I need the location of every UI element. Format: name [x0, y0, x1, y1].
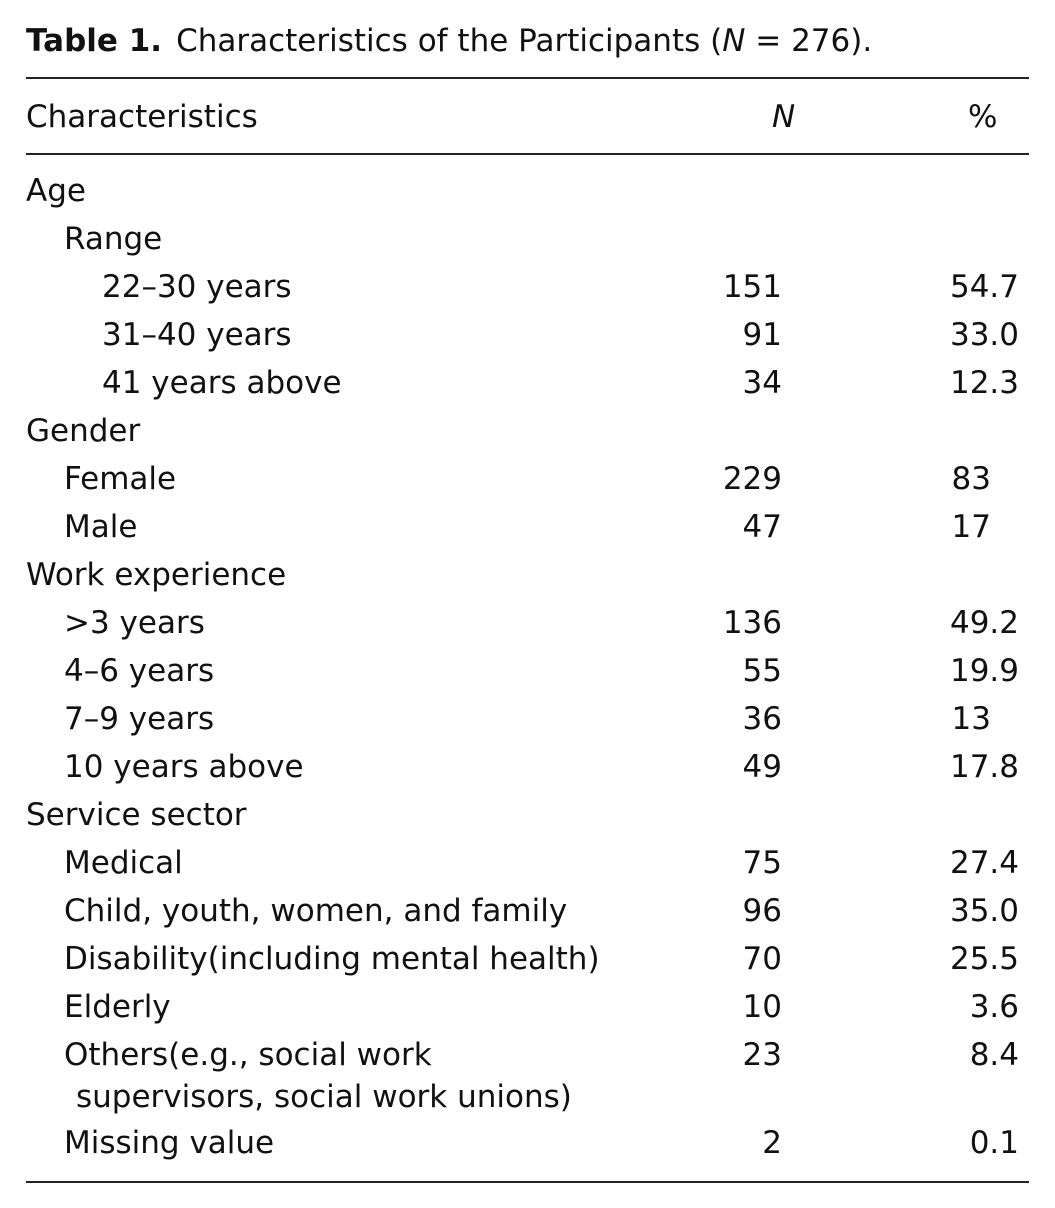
- row-label: Elderly: [64, 989, 171, 1025]
- table-row: [26, 935, 1029, 983]
- row-percent: 3.6: [969, 989, 1019, 1025]
- table-row: [26, 983, 1029, 1031]
- table-row: [26, 215, 1029, 263]
- row-n: 2: [762, 1125, 782, 1161]
- row-label: [64, 1031, 572, 1119]
- header-percent: %: [968, 99, 998, 135]
- table-caption: [26, 22, 872, 60]
- table-row: [26, 647, 1029, 695]
- table-row: [26, 263, 1029, 311]
- row-label: Child, youth, women, and family: [64, 893, 568, 929]
- row-n: 49: [742, 749, 782, 785]
- table-row: [26, 167, 1029, 215]
- row-label: 10 years above: [64, 749, 304, 785]
- row-percent: 33.0: [949, 317, 1019, 353]
- table-row: [26, 887, 1029, 935]
- row-n: 136: [722, 605, 782, 641]
- table-body: [26, 167, 1029, 1167]
- row-percent: 25.5: [949, 941, 1019, 977]
- table-row: [26, 359, 1029, 407]
- row-n: 75: [742, 845, 782, 881]
- row-percent: 17: [951, 509, 991, 545]
- table-row: [26, 503, 1029, 551]
- row-percent: 54.7: [949, 269, 1019, 305]
- row-label: Age: [26, 173, 86, 209]
- caption-text-before: Characteristics of the Participants (: [176, 23, 723, 59]
- row-percent: 19.9: [949, 653, 1019, 689]
- table-header: [26, 96, 1029, 138]
- caption-text-after: = 276).: [745, 23, 873, 59]
- row-label: 41 years above: [102, 365, 342, 401]
- row-percent: 49.2: [949, 605, 1019, 641]
- table-row: [26, 455, 1029, 503]
- row-label: 4–6 years: [64, 653, 215, 689]
- table-row: [26, 599, 1029, 647]
- table-row: [26, 1119, 1029, 1167]
- row-label: >3 years: [64, 605, 205, 641]
- row-percent: 83: [951, 461, 991, 497]
- row-n: 10: [742, 989, 782, 1025]
- row-label: 31–40 years: [102, 317, 292, 353]
- row-label-line2: supervisors, social work unions): [76, 1079, 572, 1115]
- row-percent: 27.4: [949, 845, 1019, 881]
- row-label: Missing value: [64, 1125, 275, 1161]
- row-percent: 12.3: [949, 365, 1019, 401]
- row-n: 55: [742, 653, 782, 689]
- table-label: Table 1.: [26, 23, 163, 59]
- table-row: [26, 839, 1029, 887]
- row-label: Work experience: [26, 557, 287, 593]
- row-percent: 0.1: [969, 1125, 1019, 1161]
- row-label: 22–30 years: [102, 269, 292, 305]
- row-n: 91: [742, 317, 782, 353]
- row-n: 70: [742, 941, 782, 977]
- caption-n-symbol: N: [722, 23, 746, 59]
- table-row: [26, 791, 1029, 839]
- header-n: N: [772, 99, 796, 135]
- table-row: [26, 695, 1029, 743]
- row-percent: 17.8: [949, 749, 1019, 785]
- bottom-rule: [26, 1181, 1029, 1183]
- row-percent: 8.4: [969, 1037, 1019, 1073]
- table-row: [26, 551, 1029, 599]
- header-characteristics: Characteristics: [26, 99, 258, 135]
- row-label: Range: [64, 221, 163, 257]
- row-label: Service sector: [26, 797, 247, 833]
- header-rule: [26, 153, 1029, 155]
- row-percent: 13: [951, 701, 991, 737]
- row-label-line1: Others(e.g., social work: [64, 1037, 432, 1073]
- row-n: 34: [742, 365, 782, 401]
- table-row: [26, 1031, 1029, 1119]
- table-row: [26, 311, 1029, 359]
- row-n: 151: [722, 269, 782, 305]
- row-label: Gender: [26, 413, 141, 449]
- row-n: 96: [742, 893, 782, 929]
- row-n: 36: [742, 701, 782, 737]
- row-n: 23: [742, 1037, 782, 1073]
- row-n: 229: [722, 461, 782, 497]
- row-label: 7–9 years: [64, 701, 215, 737]
- top-rule: [26, 77, 1029, 79]
- table-row: [26, 407, 1029, 455]
- row-label: Medical: [64, 845, 183, 881]
- row-label: Male: [64, 509, 138, 545]
- row-percent: 35.0: [949, 893, 1019, 929]
- row-label: Female: [64, 461, 177, 497]
- table-row: [26, 743, 1029, 791]
- row-n: 47: [742, 509, 782, 545]
- row-label: Disability(including mental health): [64, 941, 600, 977]
